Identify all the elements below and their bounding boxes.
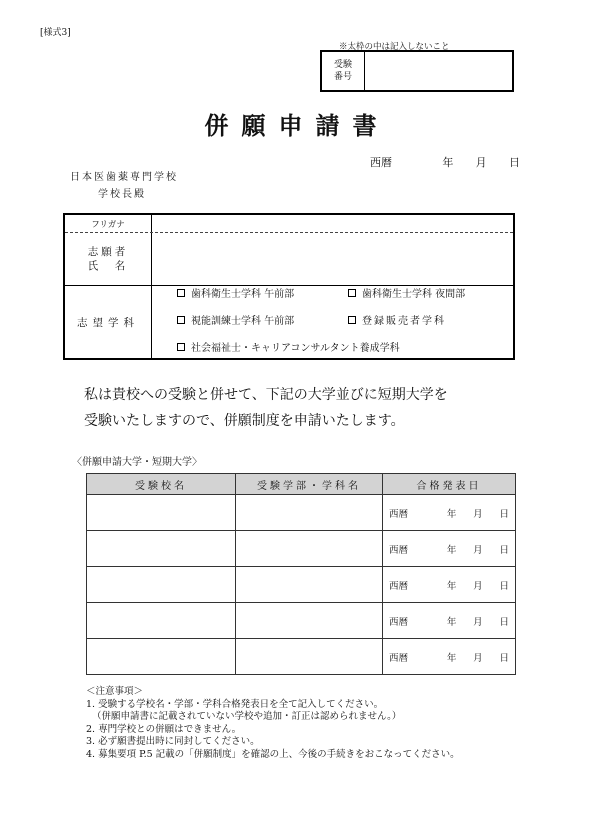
option-label: 視能訓練士学科 午前部 (191, 316, 295, 327)
table-row (87, 603, 516, 639)
furigana-label: フリガナ (65, 215, 152, 232)
checkbox[interactable] (177, 343, 185, 351)
date-era: 西暦 (370, 156, 392, 169)
faculty-cell[interactable] (236, 603, 383, 639)
date-month: 月 (473, 580, 483, 592)
principal-addressee: 学校長殿 (98, 189, 146, 200)
school-name-cell[interactable] (87, 531, 236, 567)
date-month: 月 (473, 616, 483, 628)
date-day: 日 (508, 156, 520, 169)
date-year: 年 (446, 652, 457, 664)
school-name-cell[interactable] (87, 495, 236, 531)
table-row (87, 567, 516, 603)
checkbox[interactable] (177, 289, 185, 297)
note-item: 4. 募集要項 P.5 記載の「併願制度」を確認の上、今後の手続きをおこなってください。 (86, 748, 460, 760)
announcement-date-cell[interactable] (383, 495, 516, 531)
page-title: 併願申請書 (204, 111, 390, 140)
date-fields (383, 614, 515, 628)
date-fields (383, 650, 515, 664)
date-month: 月 (473, 544, 483, 556)
application-date (370, 154, 520, 170)
option-label: 歯科衛生士学科 午前部 (191, 289, 295, 300)
option-orthoptist-day[interactable] (177, 312, 294, 327)
date-fields (383, 578, 515, 592)
table-caption: 〈併願申請大学・短期大学〉 (72, 457, 202, 468)
date-year: 年 (446, 616, 457, 628)
faculty-cell[interactable] (236, 567, 383, 603)
school-name-cell[interactable] (87, 603, 236, 639)
faculty-cell[interactable] (236, 495, 383, 531)
date-era: 西暦 (389, 580, 409, 592)
statement: 私は貴校への受験と併せて、下記の大学並びに短期大学を 受験いたしますので、併願制度を申請いたします。 (84, 387, 448, 429)
header-faculty: 受験学部・学科名 (236, 474, 383, 495)
notes-heading: ＜注意事項＞ (86, 686, 144, 697)
furigana-row (65, 215, 513, 233)
table-row (87, 639, 516, 675)
date-fields (383, 542, 515, 556)
option-label: 社会福祉士・キャリアコンサルタント養成学科 (191, 343, 400, 354)
date-day: 日 (499, 544, 509, 556)
date-era: 西暦 (389, 652, 409, 664)
table-header-row (87, 474, 516, 495)
date-year: 年 (446, 508, 457, 520)
form-tag: [様式3] (40, 28, 71, 38)
table-row (87, 495, 516, 531)
note-item: 1. 受験する学校名・学部・学科合格発表日を全て記入してください。 (86, 698, 384, 710)
note-item: 3. 必ず願書提出時に同封してください。 (86, 736, 260, 747)
option-dental-hygiene-night[interactable] (348, 285, 465, 300)
date-year: 年 (446, 580, 457, 592)
option-registered-seller[interactable] (348, 312, 446, 327)
option-label: 登録販売者学科 (362, 316, 446, 327)
option-label: 歯科衛生士学科 夜間部 (362, 289, 466, 300)
header-announcement-date: 合格発表日 (383, 474, 516, 495)
name-label: 志願者 氏 名 (65, 233, 152, 285)
date-month: 月 (475, 156, 487, 169)
school-name-cell[interactable] (87, 639, 236, 675)
faculty-cell[interactable] (236, 639, 383, 675)
option-social-welfare[interactable] (177, 339, 400, 354)
exam-number-label-cell (322, 52, 365, 90)
checkbox[interactable] (348, 316, 356, 324)
office-use-note: ※太枠の中は記入しないこと (339, 42, 450, 52)
faculty-cell[interactable] (236, 531, 383, 567)
announcement-date-cell[interactable] (383, 603, 516, 639)
header-school-name: 受験校名 (87, 474, 236, 495)
exam-number-label: 受験 番号 (333, 60, 352, 82)
announcement-date-cell[interactable] (383, 567, 516, 603)
date-month: 月 (473, 508, 483, 520)
announcement-date-cell[interactable] (383, 531, 516, 567)
date-day: 日 (499, 508, 509, 520)
checkbox[interactable] (348, 289, 356, 297)
date-day: 日 (499, 616, 509, 628)
checkbox[interactable] (177, 316, 185, 324)
date-year: 年 (446, 544, 457, 556)
date-day: 日 (499, 652, 509, 664)
applicant-box (63, 213, 515, 360)
date-month: 月 (473, 652, 483, 664)
application-table (86, 473, 516, 675)
announcement-date-cell[interactable] (383, 639, 516, 675)
note-item: 2. 専門学校との併願はできません。 (86, 723, 242, 735)
table-row (87, 531, 516, 567)
department-label: 志望学科 (65, 286, 152, 358)
date-fields (383, 506, 515, 520)
date-era: 西暦 (389, 544, 409, 556)
date-era: 西暦 (389, 616, 409, 628)
date-year: 年 (442, 156, 454, 169)
notes (86, 686, 460, 761)
school-name: 日本医歯薬専門学校 (70, 172, 178, 183)
date-era: 西暦 (389, 508, 409, 520)
exam-number-box (320, 50, 514, 92)
note-item: （併願申請書に記載されていない学校や追加・訂正は認められません。） (92, 711, 402, 722)
school-name-cell[interactable] (87, 567, 236, 603)
option-dental-hygiene-day[interactable] (177, 285, 294, 300)
date-day: 日 (499, 580, 509, 592)
